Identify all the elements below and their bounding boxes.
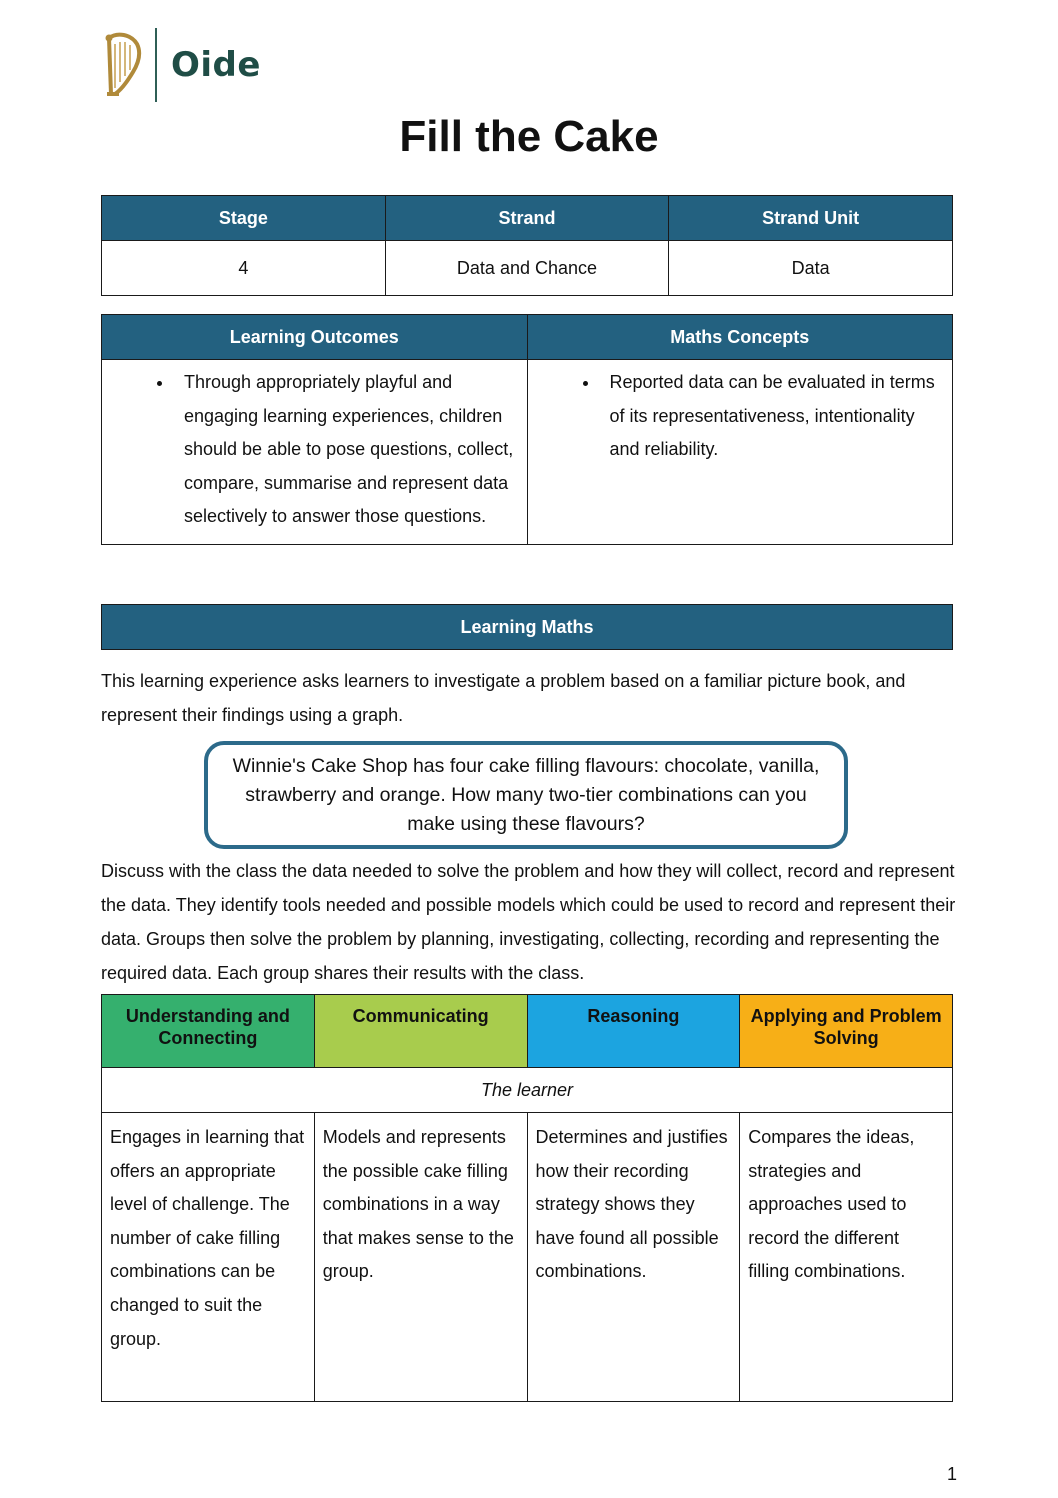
logo-text: Oide	[171, 45, 261, 85]
reasoning-cell: Determines and justifies how their recording strategy shows they have found all possible combinations.	[527, 1113, 740, 1402]
learning-maths-header	[101, 604, 953, 650]
header-communicating: Communicating	[314, 995, 527, 1068]
applying-problem-solving-cell: Compares the ideas, strategies and approaches used to record the different filling combinations.	[740, 1113, 953, 1402]
header-maths-concepts: Maths Concepts	[527, 315, 953, 360]
header-understanding-connecting: Understanding and Connecting	[102, 995, 315, 1068]
stage-value: 4	[102, 241, 386, 296]
oide-logo	[101, 28, 261, 102]
page-number: 1	[946, 1464, 957, 1484]
header-applying-problem-solving: Applying and Problem Solving	[740, 995, 953, 1068]
learner-label: The learner	[102, 1068, 953, 1113]
strand-unit-value: Data	[669, 241, 953, 296]
harp-icon	[101, 32, 145, 98]
maths-concept-item: • Reported data can be evaluated in terms of its representativeness, intentionality and reliability.	[600, 366, 943, 467]
learning-outcomes-cell	[102, 360, 528, 545]
header-reasoning: Reasoning	[527, 995, 740, 1068]
maths-concepts-cell	[527, 360, 953, 545]
logo-divider	[155, 28, 157, 102]
discussion-paragraph: Discuss with the class the data needed to solve the problem and how they will collect, record and represent the data. They identify tools needed and possible models which could be used to record and represent their data. Groups then solve the problem by planning, investigating, collecting, recording and representing the required data. Each group shares their results with the class.	[101, 861, 956, 983]
learning-outcome-item: • Through appropriately playful and engaging learning experiences, children should be able to pose questions, collect, compare, summarise and represent data selectively to answer those questions.	[174, 366, 517, 534]
problem-callout	[204, 741, 848, 849]
intro-paragraph: This learning experience asks learners to investigate a problem based on a familiar picture book, and represent their findings using a graph.	[101, 671, 906, 725]
strand-value: Data and Chance	[385, 241, 669, 296]
header-strand: Strand	[385, 196, 669, 241]
learning-maths-title: Learning Maths	[102, 605, 953, 650]
page-title: Fill the Cake	[399, 112, 659, 161]
communicating-cell: Models and represents the possible cake filling combinations in a way that makes sense to the group.	[314, 1113, 527, 1402]
outcomes-table	[101, 314, 953, 545]
header-stage: Stage	[102, 196, 386, 241]
skills-table	[101, 994, 953, 1402]
header-learning-outcomes: Learning Outcomes	[102, 315, 528, 360]
header-strand-unit: Strand Unit	[669, 196, 953, 241]
problem-text: Winnie's Cake Shop has four cake filling flavours: chocolate, vanilla, strawberry and orange. How many two-tier combinations can you make using these flavours?	[232, 754, 820, 835]
overview-table	[101, 195, 953, 296]
understanding-connecting-cell: Engages in learning that offers an appropriate level of challenge. The number of cake filling combinations can be changed to suit the group.	[102, 1113, 315, 1402]
